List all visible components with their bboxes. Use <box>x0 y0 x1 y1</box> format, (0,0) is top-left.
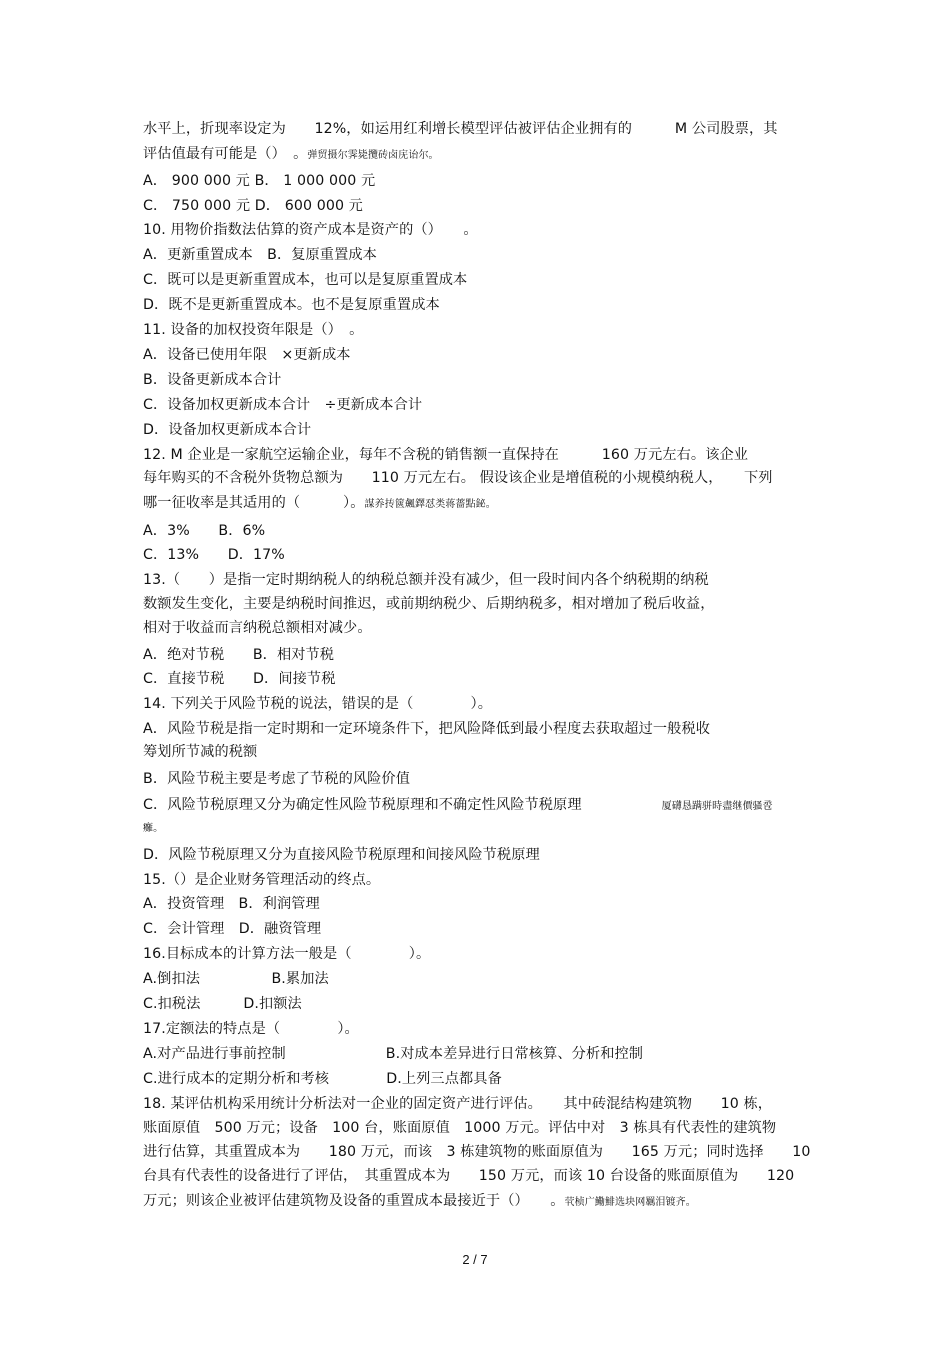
text-line: 进行估算，其重置成本为 180 万元，而该 3 栋建筑物的账面原值为 165 万元；同时选择 10 <box>143 1144 811 1160</box>
text-line: 数额发生变化，主要是纳税时间推迟，或前期纳税少、后期纳税多，相对增加了税后收益， <box>143 596 715 612</box>
text-line: A.对产品进行事前控制 B.对成本差异进行日常核算、分析和控制 <box>143 1046 644 1062</box>
text-line: C．既可以是更新重置成本，也可以是复原重置成本 <box>143 272 468 288</box>
text-line: A.倒扣法 B.累加法 <box>143 971 329 987</box>
text-line: C.扣税法 D.扣额法 <box>143 996 302 1012</box>
text-line: C．13% D．17% <box>143 547 285 563</box>
text-line: 相对于收益而言纳税总额相对减少。 <box>143 620 372 636</box>
text-line: 11. 设备的加权投资年限是（） 。 <box>143 322 364 338</box>
noise-text: 厦礴恳蹒骈時盡继價骚卺 <box>661 801 773 812</box>
text-line: C． 750 000 元 D． 600 000 元 <box>143 198 363 214</box>
text-line: 12. M 企业是一家航空运输企业，每年不含税的销售额一直保持在 160 万元左右。该企业 <box>143 447 749 463</box>
text-line: C．会计管理 D．融资管理 <box>143 921 322 937</box>
text-line: A．绝对节税 B．相对节税 <box>143 647 335 663</box>
text-line: D．风险节税原理又分为直接风险节税原理和间接风险节税原理 <box>143 847 540 863</box>
text-line: C．风险节税原理又分为确定性风险节税原理和不确定性风险节税原理 厦礴恳蹒骈時盡继價骚卺 <box>143 797 773 813</box>
text-line: 筹划所节减的税额 <box>143 744 258 760</box>
noise-text: 茕桢广鰳鯡选块网羈泪镀齐。 <box>564 1197 696 1208</box>
text-line: B．风险节税主要是考虑了节税的风险价值 <box>143 771 411 787</box>
text-line: 每年购买的不含税外货物总额为 110 万元左右。 假设该企业是增值税的小规模纳税人， 下列 <box>143 470 773 486</box>
text-line: C．设备加权更新成本合计 ÷更新成本合计 <box>143 397 423 413</box>
text-line: A．风险节税是指一定时期和一定环境条件下，把风险降低到最小程度去获取超过一般税收 <box>143 721 711 737</box>
text-line: 万元；则该企业被评估建筑物及设备的重置成本最接近于（） 。茕桢广鰳鯡选块网羈泪镀齐。 <box>143 1193 696 1209</box>
text-line: 18. 某评估机构采用统计分析法对一企业的固定资产进行评估。 其中砖混结构建筑物 10 栋， <box>143 1096 773 1112</box>
noise-text: 謀养抟篋飆鐸怼类蒋薔點鉍。 <box>364 499 496 510</box>
text-line: B．设备更新成本合计 <box>143 372 282 388</box>
text-line: A．投资管理 B．利润管理 <box>143 896 320 912</box>
text-line: A． 900 000 元 B． 1 000 000 元 <box>143 173 376 189</box>
noise-text: 癱。 <box>143 823 164 834</box>
text-line: 水平上，折现率设定为 12%，如运用红利增长模型评估被评估企业拥有的 M 公司股票，其 <box>143 121 778 137</box>
text-line: D．设备加权更新成本合计 <box>143 422 312 438</box>
text-line: A．3% B．6% <box>143 523 266 539</box>
text-line: 17.定额法的特点是（ ）。 <box>143 1021 359 1037</box>
text-line: 13.（ ）是指一定时期纳税人的纳税总额并没有减少，但一段时间内各个纳税期的纳税 <box>143 572 709 588</box>
text-line: 15.（）是企业财务管理活动的终点。 <box>143 872 381 888</box>
text-line: C．直接节税 D．间接节税 <box>143 671 336 687</box>
noise-text: 弹贸摄尔霁毙攬砖卤庑诒尔。 <box>307 150 439 161</box>
text-line: D．既不是更新重置成本。也不是复原重置成本 <box>143 297 440 313</box>
text-line: A．更新重置成本 B．复原重置成本 <box>143 247 377 263</box>
text-line: C.进行成本的定期分析和考核 D.上列三点都具备 <box>143 1071 502 1087</box>
text-line: 16.目标成本的计算方法一般是（ ）。 <box>143 946 431 962</box>
text-line: 评估值最有可能是（） 。弹贸摄尔霁毙攬砖卤庑诒尔。 <box>143 146 439 162</box>
text-line: A．设备已使用年限 ×更新成本 <box>143 347 351 363</box>
text-line: 哪一征收率是其适用的（ ）。謀养抟篋飆鐸怼类蒋薔點鉍。 <box>143 495 496 511</box>
page-number: 2 / 7 <box>462 1252 488 1267</box>
text-line: 账面原值 500 万元；设备 100 台，账面原值 1000 万元。评估中对 3 栋具有代表性的建筑物 <box>143 1120 777 1136</box>
text-line: 台具有代表性的设备进行了评估， 其重置成本为 150 万元，而该 10 台设备的账面原值为 120 <box>143 1168 795 1184</box>
text-line: 10. 用物价指数法估算的资产成本是资产的（） 。 <box>143 222 478 238</box>
text-line: 14. 下列关于风险节税的说法，错误的是（ ）。 <box>143 696 492 712</box>
